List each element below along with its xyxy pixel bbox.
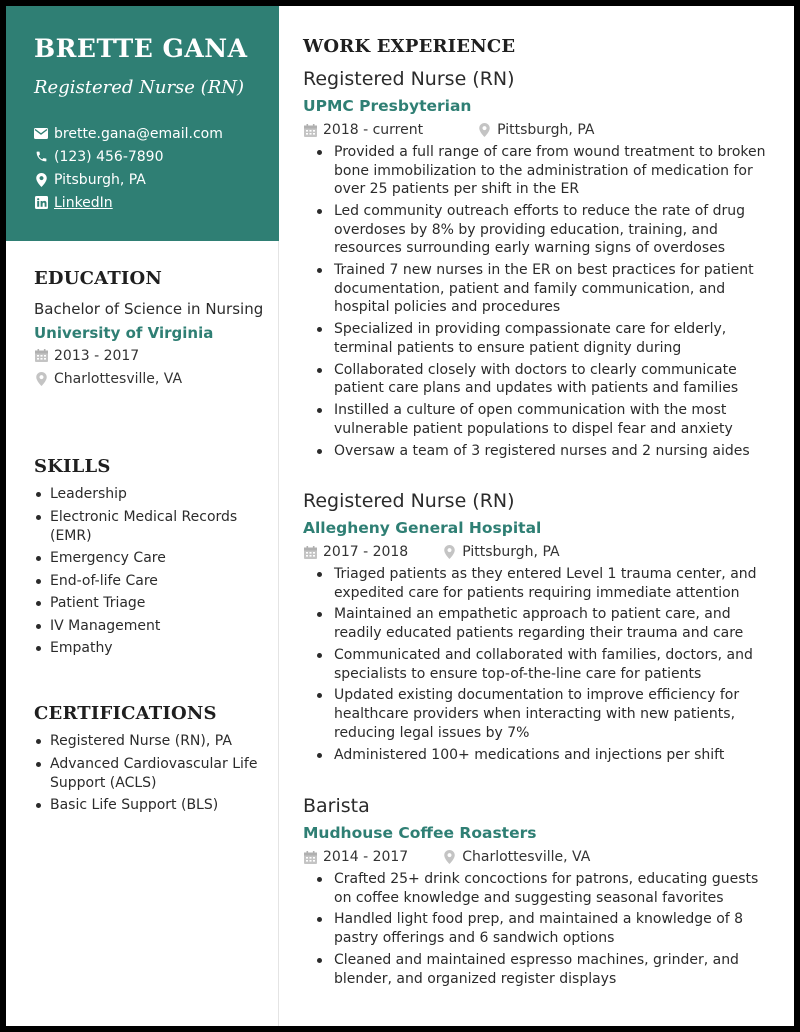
contact-location <box>34 168 279 191</box>
map-pin-icon <box>442 545 456 559</box>
certifications-heading: CERTIFICATIONS <box>34 703 217 724</box>
job-bullet: Provided a full range of care from wound treatment to broken bone immobilization to the administration of medication for over 25 patients per shift in the ER <box>303 143 773 199</box>
contact-list <box>34 122 279 214</box>
certifications-list <box>34 732 264 815</box>
job-dates: 2014 - 2017 <box>323 849 409 865</box>
education-location-text: Charlottesville, VA <box>54 370 183 387</box>
skill-item: IV Management <box>34 617 264 636</box>
phone-icon <box>34 150 48 164</box>
experience-heading: WORK EXPERIENCE <box>303 36 516 57</box>
job-location-text: Pittsburgh, PA <box>497 122 595 138</box>
job-title: Registered Nurse (RN) <box>303 490 515 512</box>
calendar-icon <box>303 850 317 864</box>
skill-item: Patient Triage <box>34 594 264 613</box>
skills-section <box>34 456 264 662</box>
calendar-icon <box>303 123 317 137</box>
job-entry <box>303 795 773 991</box>
job-title: Registered Nurse (RN) <box>303 68 515 90</box>
job-bullet: Instilled a culture of open communication with the most vulnerable patient populations to dispel fear and anxiety <box>303 401 773 438</box>
job-dates: 2018 - current <box>323 122 424 138</box>
contact-linkedin[interactable] <box>34 191 279 214</box>
skills-heading: SKILLS <box>34 456 111 477</box>
education-location <box>34 367 264 390</box>
job-title: Barista <box>303 795 370 817</box>
degree-text: Bachelor of Science in Nursing <box>34 300 264 318</box>
company-name: Mudhouse Coffee Roasters <box>303 824 537 842</box>
job-bullet: Administered 100+ medications and injections per shift <box>303 746 773 765</box>
header-box <box>6 6 279 241</box>
skill-item: Leadership <box>34 485 264 504</box>
company-name: UPMC Presbyterian <box>303 97 472 115</box>
skill-item: Emergency Care <box>34 549 264 568</box>
candidate-role: Registered Nurse (RN) <box>34 77 245 98</box>
contact-email[interactable] <box>34 122 279 145</box>
school-name: University of Virginia <box>34 324 214 342</box>
envelope-icon <box>34 127 48 141</box>
job-bullets <box>303 870 773 988</box>
education-heading: EDUCATION <box>34 268 163 289</box>
job-dates: 2017 - 2018 <box>323 544 409 560</box>
linkedin-link[interactable]: LinkedIn <box>54 194 113 211</box>
job-bullet: Collaborated closely with doctors to clearly communicate patient care plans and updates with patients and families <box>303 361 773 398</box>
job-meta <box>303 848 773 866</box>
skills-list <box>34 485 264 658</box>
location-text: Pitsburgh, PA <box>54 171 146 188</box>
job-bullet: Led community outreach efforts to reduce the rate of drug overdoses by 8% by providing education, training, and resources surrounding early warning signs of overdoses <box>303 202 773 258</box>
job-meta <box>303 121 773 139</box>
job-bullet: Cleaned and maintained espresso machines, grinder, and blender, and organized register displays <box>303 951 773 988</box>
education-section <box>34 268 264 390</box>
job-bullet: Updated existing documentation to improve efficiency for healthcare providers when interacting with new patients, reducing legal issues by 7% <box>303 686 773 742</box>
map-pin-icon <box>34 173 48 187</box>
job-meta <box>303 543 773 561</box>
candidate-name: BRETTE GANA <box>34 34 248 63</box>
map-pin-icon <box>477 123 491 137</box>
skill-item: End-of-life Care <box>34 572 264 591</box>
right-column <box>303 6 783 1026</box>
linkedin-icon <box>34 196 48 210</box>
job-location-text: Pittsburgh, PA <box>462 544 560 560</box>
calendar-icon <box>303 545 317 559</box>
phone-text: (123) 456-7890 <box>54 148 164 165</box>
map-pin-icon <box>442 850 456 864</box>
job-bullets <box>303 565 773 764</box>
skill-item: Empathy <box>34 639 264 658</box>
job-entry <box>303 490 773 767</box>
calendar-icon <box>34 349 48 363</box>
certifications-section <box>34 703 264 819</box>
job-bullet: Handled light food prep, and maintained a knowledge of 8 pastry offerings and 6 sandwich options <box>303 910 773 947</box>
job-bullet: Maintained an empathetic approach to patient care, and readily educated patients regarding their trauma and care <box>303 605 773 642</box>
company-name: Allegheny General Hospital <box>303 519 542 537</box>
job-bullet: Specialized in providing compassionate care for elderly, terminal patients to ensure patient dignity during <box>303 320 773 357</box>
contact-phone[interactable] <box>34 145 279 168</box>
skill-item: Electronic Medical Records (EMR) <box>34 508 264 546</box>
map-pin-icon <box>34 372 48 386</box>
job-bullet: Trained 7 new nurses in the ER on best practices for patient documentation, patient and family communication, and hospital policies and procedures <box>303 261 773 317</box>
education-dates-text: 2013 - 2017 <box>54 347 140 364</box>
job-location <box>442 544 559 560</box>
job-location-text: Charlottesville, VA <box>462 849 591 865</box>
left-column <box>6 6 279 1026</box>
certification-item: Advanced Cardiovascular Life Support (ACLS) <box>34 755 264 793</box>
email-text: brette.gana@email.com <box>54 125 223 142</box>
resume-page <box>6 6 794 1026</box>
certification-item: Registered Nurse (RN), PA <box>34 732 264 751</box>
education-dates <box>34 344 264 367</box>
job-bullet: Crafted 25+ drink concoctions for patrons, educating guests on coffee knowledge and suggesting seasonal favorites <box>303 870 773 907</box>
job-location <box>442 849 590 865</box>
job-bullet: Communicated and collaborated with families, doctors, and specialists to ensure top-of-the-line care for patients <box>303 646 773 683</box>
job-bullets <box>303 143 773 460</box>
job-bullet: Triaged patients as they entered Level 1 trauma center, and expedited care for patients requiring immediate attention <box>303 565 773 602</box>
job-bullet: Oversaw a team of 3 registered nurses and 2 nursing aides <box>303 442 773 461</box>
job-location <box>477 122 594 138</box>
job-entry <box>303 68 773 464</box>
certification-item: Basic Life Support (BLS) <box>34 796 264 815</box>
